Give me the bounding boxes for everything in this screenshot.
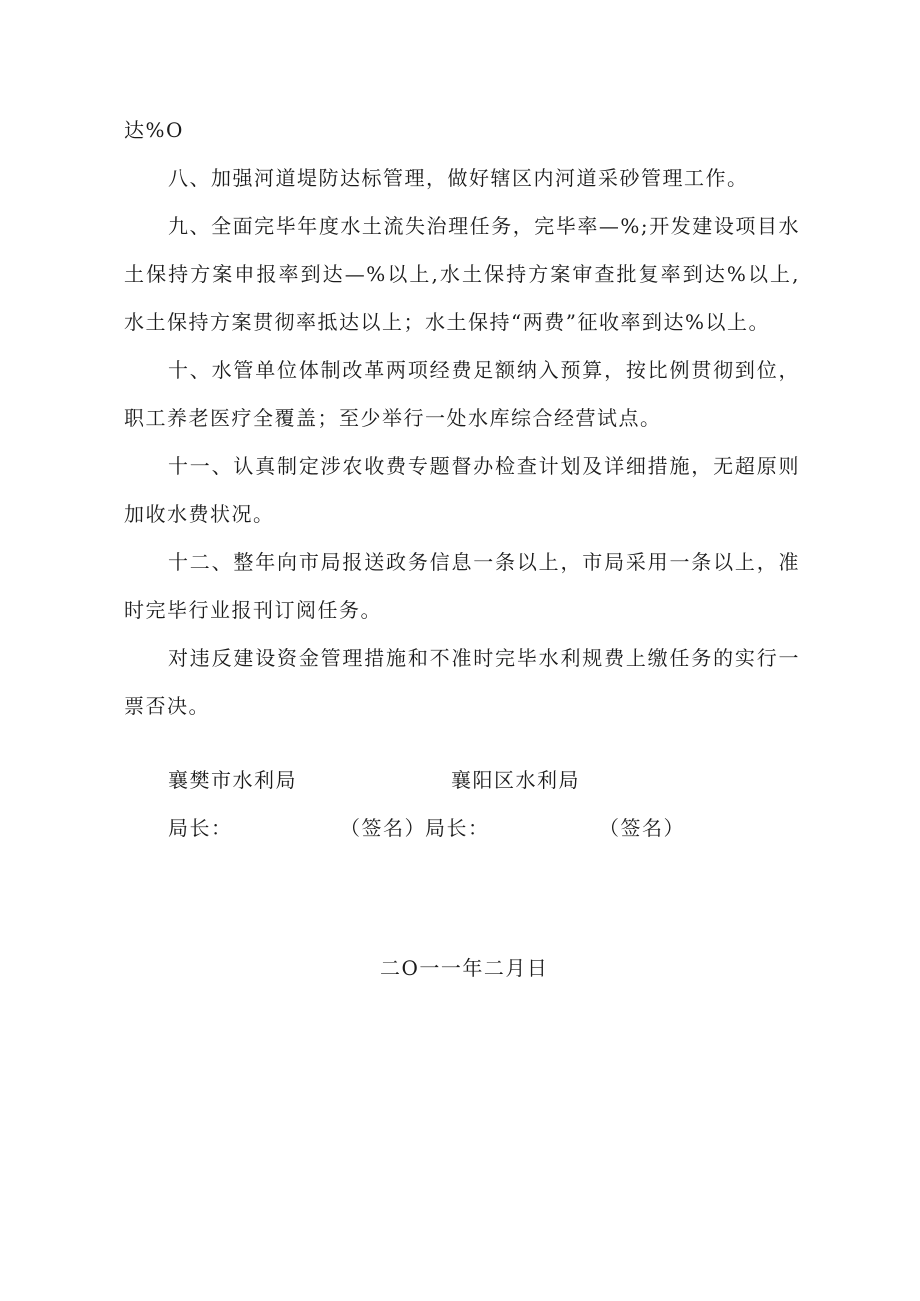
paragraph-item-11: 十一、认真制定涉农收费专题督办检查计划及详细措施，无超原则加收水费状况。 (124, 454, 800, 526)
paragraph-item-12: 十二、整年向市局报送政务信息一条以上，市局采用一条以上，准时完毕行业报刊订阅任务。 (124, 550, 800, 622)
signature-left-sign-placeholder: （签名） (340, 816, 426, 840)
document-date: 二O一一年二月日 (380, 956, 549, 980)
paragraph-item-9: 九、全面完毕年度水土流失治理任务，完毕率—%;开发建设项目水土保持方案申报率到达—%以上,水土保持方案审查批复率到达%以上,水土保持方案贯彻率抵达以上；水土保持“两费”征收率到达%以上。 (124, 214, 800, 334)
signature-right-org: 襄阳区水利局 (451, 768, 580, 792)
signature-right-director-label: 局长： (425, 816, 490, 840)
paragraph-continuation: 达%O (124, 118, 184, 142)
paragraph-item-10: 十、水管单位体制改革两项经费足额纳入预算，按比例贯彻到位，职工养老医疗全覆盖；至少举行一处水库综合经营试点。 (124, 358, 800, 430)
signature-left-org: 襄樊市水利局 (168, 768, 297, 792)
paragraph-item-8: 八、加强河道堤防达标管理，做好辖区内河道采砂管理工作。 (168, 166, 749, 190)
signature-right-sign-placeholder: （签名） (599, 816, 685, 840)
paragraph-veto-clause: 对违反建设资金管理措施和不准时完毕水利规费上缴任务的实行一票否决。 (124, 646, 800, 718)
signature-left-director-label: 局长： (168, 816, 233, 840)
